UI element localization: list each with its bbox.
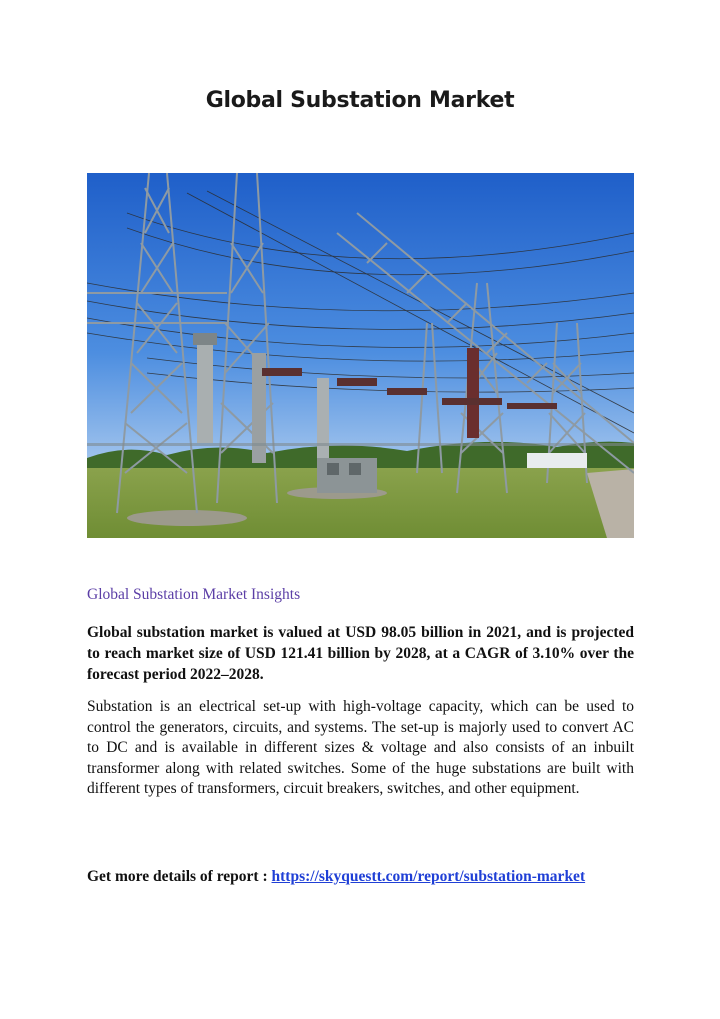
page-title: Global Substation Market <box>205 88 515 113</box>
body-paragraph: Substation is an electrical set-up with high-voltage capacity, which can be used to control the generators, circuits, and systems. The set-up is majorly used to convert AC to DC and is available in different sizes & voltage and also consists of an inbuilt transformer along with related switches. Some of the huge substations are built with different types of transformers, circuit breakers, switches, and other equipment. <box>87 698 634 797</box>
report-details-line <box>87 868 647 886</box>
lead-paragraph: Global substation market is valued at USD 98.05 billion in 2021, and is projected to reach market size of USD 121.41 billion by 2028, at a CAGR of 3.10% over the forecast period 2022–2028. <box>87 624 634 683</box>
cta-label: Get more details of report : <box>87 868 272 885</box>
substation-photo <box>87 173 634 538</box>
report-link[interactable]: https://skyquestt.com/report/substation-market <box>271 868 586 885</box>
section-heading: Global Substation Market Insights <box>87 586 301 603</box>
